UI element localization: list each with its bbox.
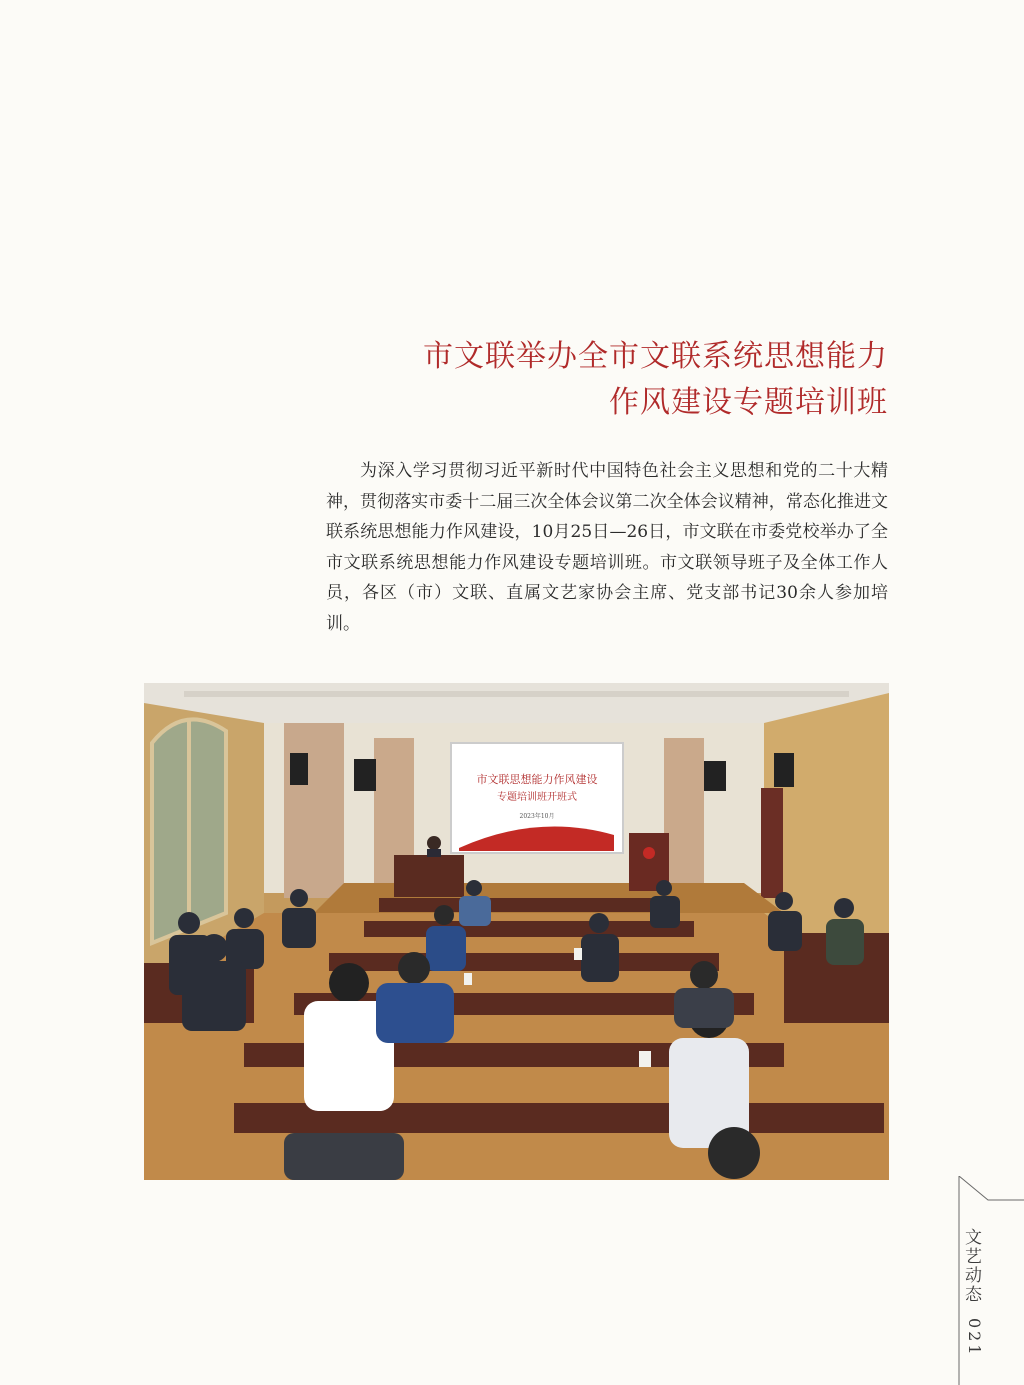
section-name: 文艺动态 <box>961 1228 981 1304</box>
page-number: 021 <box>965 1318 984 1358</box>
article-title-line-2: 作风建设专题培训班 <box>609 385 888 420</box>
article-title <box>328 334 888 426</box>
article-body: 为深入学习贯彻习近平新时代中国特色社会主义思想和党的二十大精神，贯彻落实市委十二届三次全体会议第二次全体会议精神，常态化推进文联系统思想能力作风建设，10月25日—26日，市文联在市委党校举办了全市文联系统思想能力作风建设专题培训班。市文联领导班子及全体工作人员，各区（市）文联、直属文艺家协会主席、党支部书记30余人参加培训。 <box>326 461 888 634</box>
screen-title-line-1: 市文联思想能力作风建设 <box>476 773 598 786</box>
screen-date: 2023年10月 <box>519 813 555 820</box>
meeting-photo <box>144 683 889 1180</box>
article-title-line-1: 市文联举办全市文联系统思想能力 <box>423 339 888 374</box>
screen-title-line-2: 专题培训班开班式 <box>497 792 577 803</box>
meeting-photo-illustration <box>144 683 889 1180</box>
